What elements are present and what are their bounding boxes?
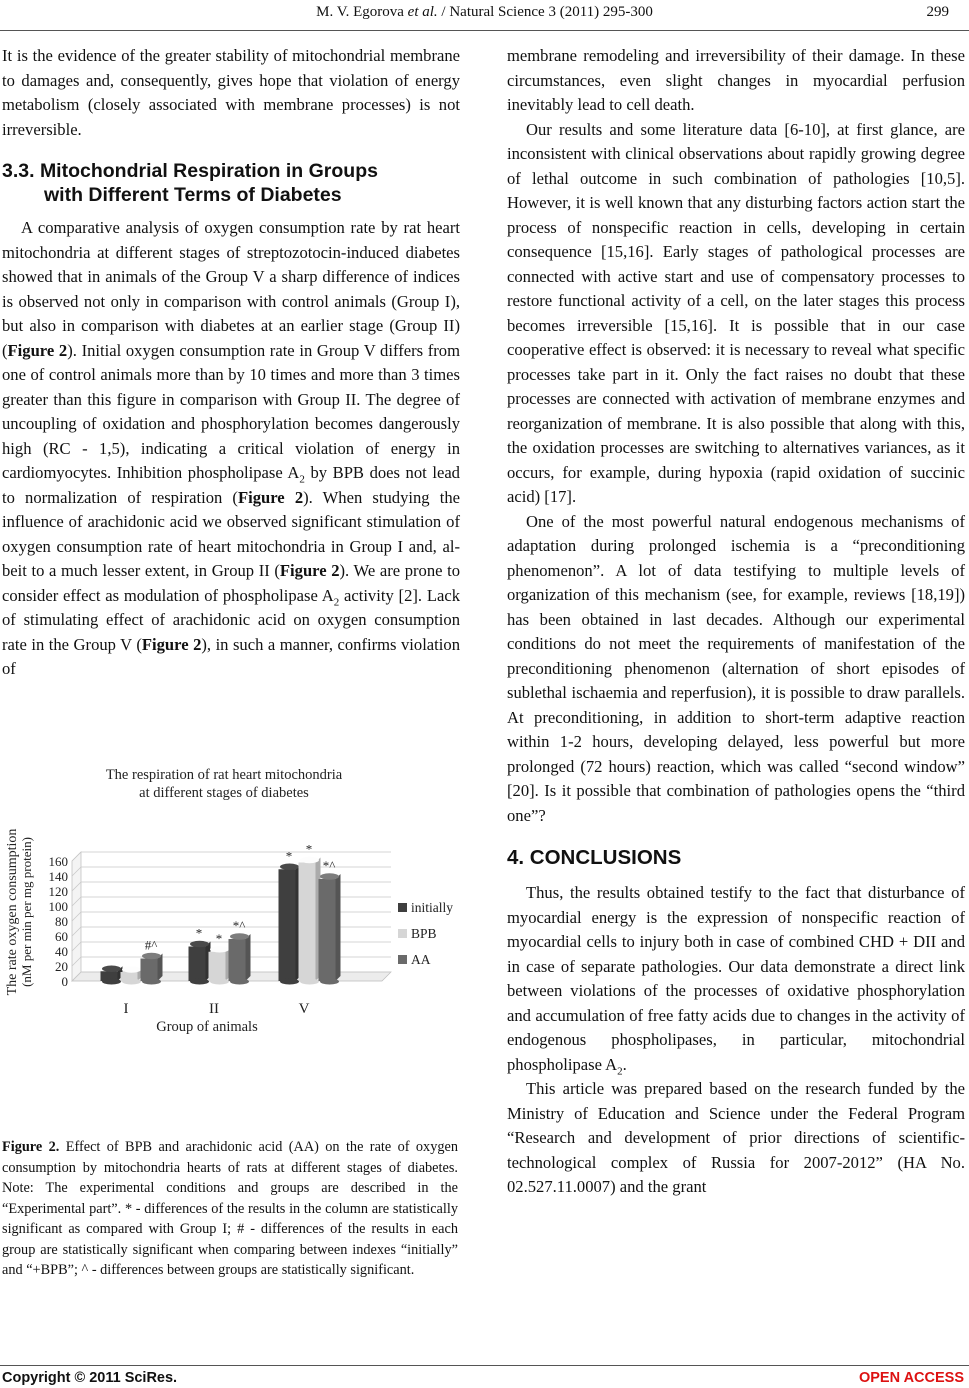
text-run: ). When studying the influence of arachidonic acid we observed significant stimulation of oxygen consumption rate of heart mitochondria in Group I and, albeit to a much lesser extent, in Group II ( [2, 487, 460, 580]
bar-front [189, 947, 206, 982]
section-heading-4: 4. CONCLUSIONS [507, 846, 682, 869]
bar-front [279, 869, 296, 981]
y-tick-label: 80 [55, 914, 68, 929]
significance-mark: *^ [232, 918, 246, 933]
figure-ref: Figure 2 [7, 340, 68, 360]
running-header [0, 4, 969, 21]
text-run: A comparative analysis of oxygen consumption rate by rat heart mitochondria at different stages of streptozotocin-induced diabetes showed that in animals of the Group V a sharp difference of indices is observed not only in comparison with control animals (Group I), but also in comparison with diabetes at an earlier stage (Group II) ( [2, 218, 460, 360]
y-tick-label: 120 [48, 884, 68, 899]
copyright: Copyright © 2011 SciRes. [2, 1370, 178, 1386]
text-run: Thus, the results obtained testify to the fact that disturbance of myocardial energy is the expression of nonspecific reaction of myocardial cells to injury both in case of combined CHD + DII and in case of separate pathologies. Our data demonstrate a direct link between violations of the processes of oxidative phosphorylation and accumulation of free fatty acids due to changes in the activity of endogenous phospholipases, in particular, mitochondrial phospholipase A [507, 883, 965, 1074]
text-run: ). Initial oxygen consumption rate in Group V differs from one of control animals more than by 10 times and more than 3 times greater than this figure in comparison with Group II. The degree of uncoupling of oxidation and phosphorylation becomes dangerously high (RC - 1,5), indicating a critical violation of energy in cardiomyocytes. Inhibition phospholipase A [2, 340, 460, 482]
bar-bottom [122, 979, 141, 985]
legend-label: AA [411, 952, 431, 967]
y-tick-label: 140 [48, 869, 68, 884]
bar-aa-ii [229, 933, 251, 984]
paragraph: membrane remodeling and irreversibility of their damage. In these circumstances, even slight changes in myocardial perfusion inevitably lead to cell death. [507, 46, 965, 114]
text-run: . [622, 1054, 627, 1074]
significance-mark: #^ [144, 937, 158, 953]
significance-mark: * [285, 848, 293, 864]
subscript: 2 [617, 1064, 623, 1077]
paragraph: One of the most powerful natural endogenous mechanisms of adaptation during prolonged ischemia is a “preconditioning phenomenon”. A lot of data testifying to multiple levels of organization of this mechanism (see, for example, reviews [18,19]) has been obtained in last decades. Although our experimental conditions do not meet the requirements of manifestation of the preconditioning phenomenon (alternation of short episodes of sublethal ischaemia and reperfusion), it is possible to draw parallels. At preconditioning, in addition to short-term adaptive reaction within 1-2 hours, developing delayed, less powerful but more prolonged (72 hours) reaction, which was called “second window” [20]. Is it possible that combination of pathologies opens the “third one”? [507, 511, 965, 825]
y-tick-label: 60 [55, 929, 68, 944]
bar-side [246, 934, 251, 981]
bar-top [102, 966, 121, 972]
bar-top [190, 941, 209, 947]
paragraph: Our results and some literature data [6-10], at first glance, are inconsistent with clinical observations about rapidly growing degree of lethal outcome in such combination of pathologies [10,5]. However, it is well known that any disturbing factors action start the process of nonspecific reaction in cells, developing in certain consequence [15,16]. Early stages of pathological processes are connected with active start and use of compensatory processes to restore functional activity of a cell, on the later stages this process becomes irreversible [15,16]. It is possible that in our case cooperative effect is observed: it is necessary to reveal what specific processes take part in it. Only the fact raises no doubt that these processes are connected with activation of membrane enzymes and reorganization of membrane. It is also possible that along with this, the oxidation processes are switching to alternatives variances, as it occurs, for example, during hypoxia (rapid oxidation of succinic acid) [17]. [507, 119, 965, 506]
bar-top [300, 857, 319, 863]
bar-bpb-i [121, 966, 143, 984]
bar-bottom [280, 979, 299, 985]
bar-top [280, 864, 299, 870]
x-tick-label: II [209, 1001, 219, 1017]
chart-title-line-2: at different stages of diabetes [139, 785, 309, 801]
legend-swatch [398, 955, 407, 964]
bar-initially-i [101, 966, 123, 985]
significance-mark: * [305, 841, 313, 857]
bar-front [299, 863, 316, 982]
y-axis-label [5, 829, 34, 996]
significance-mark: * [195, 925, 203, 941]
header-divider [0, 30, 969, 31]
paragraph: It is the evidence of the greater stability of mitochondrial membrane to damages and, consequently, gives hope that violation of energy metabolism (closely associated with membrane processes) is not irreversible. [2, 46, 460, 139]
bar-aa-i [141, 953, 163, 985]
bar-top [230, 933, 249, 939]
bar-front [141, 959, 158, 982]
y-axis-label-line-2: (nM per min per mg protein) [19, 837, 34, 987]
x-axis-label: Group of animals [156, 1019, 258, 1035]
footer-divider [0, 1365, 969, 1366]
text-run: ), in such a manner, confirms violation of [2, 634, 460, 678]
chart-title-line-1: The respiration of rat heart mitochondria [105, 767, 343, 783]
paragraph: This article was prepared based on the research funded by the Ministry of Education and Science under the Federal Program “Research and development of prior directions of scientific-technological complex of Russia for 2007-2012” (HA No. 02.527.11.0007) and the grant [507, 1079, 965, 1196]
bar-front [319, 879, 336, 981]
heading-line: with Different Terms of Diabetes [44, 184, 342, 206]
right-column [507, 44, 965, 1200]
header-et-al: et al. [407, 4, 438, 20]
x-tick-label: V [298, 1001, 310, 1017]
bar-top [210, 946, 229, 952]
bar-side [336, 874, 341, 981]
header-journal: / Natural Science 3 (2011) 295-300 [437, 4, 653, 20]
left-column [2, 44, 460, 682]
y-tick-label: 20 [55, 959, 68, 974]
bar-initially-v [279, 864, 301, 985]
figure-ref: Figure 2 [141, 634, 202, 654]
text-run: activity [2]. Lack of stimulating effect of arachidonic acid on oxygen consumption rate in the Group V ( [2, 585, 460, 654]
figure-ref: Figure 2 [279, 561, 340, 580]
bar-bottom [320, 979, 339, 985]
bar-bpb-v [299, 857, 321, 985]
y-tick-label: 160 [48, 854, 68, 869]
bar-front [229, 939, 246, 981]
bar-front [209, 952, 226, 981]
page-number: 299 [926, 4, 949, 20]
bar-bottom [142, 979, 161, 985]
x-tick-label: I [123, 1001, 129, 1017]
heading-line: 3.3. Mitochondrial Respiration in Groups [2, 160, 378, 182]
legend-label: BPB [411, 926, 437, 941]
legend-swatch [398, 903, 407, 912]
bar-bottom [210, 979, 229, 985]
figure-2-chart [2, 758, 457, 1035]
paragraph [2, 216, 460, 682]
bar-bottom [300, 979, 319, 985]
legend-swatch [398, 929, 407, 938]
header-authors: M. V. Egorova [316, 4, 408, 20]
y-tick-label: 100 [48, 899, 68, 914]
text-run: ). We are prone to consider effect as modulation of phospholipase A [2, 561, 460, 605]
caption-label: Figure 2. [2, 1139, 60, 1155]
bar-bottom [230, 979, 249, 985]
bar-initially-ii [189, 941, 211, 985]
text-run: by BPB does not lead to normalization of respiration ( [2, 463, 460, 507]
y-axis-label-line-1: The rate oxygen consumption [5, 828, 20, 996]
significance-mark: * [215, 930, 223, 946]
y-tick-label: 0 [61, 974, 68, 989]
paragraph [507, 881, 965, 1077]
figure-caption [2, 1137, 458, 1281]
bar-bottom [190, 979, 209, 985]
section-heading-3-3 [2, 159, 460, 207]
subscript: 2 [299, 473, 305, 486]
bar-bottom [102, 979, 121, 985]
figure-ref: Figure 2 [237, 487, 304, 507]
bar-top [142, 953, 161, 959]
open-access-label: OPEN ACCESS [858, 1370, 964, 1386]
legend-label: initially [411, 900, 453, 915]
subscript: 2 [333, 595, 340, 608]
significance-mark: *^ [322, 858, 336, 873]
bar-top [320, 873, 339, 879]
y-tick-label: 40 [55, 944, 68, 959]
bar-bpb-ii [209, 946, 231, 984]
bar-top [122, 966, 141, 972]
bar-aa-v [319, 873, 341, 984]
caption-text: Effect of BPB and arachidonic acid (AA) on the rate of oxygen consumption by mitochondria hearts of rats at different stages of diabetes. Note: The experimental conditions and groups are described in the “Experimental part”. * - differences of the results in the column are statistically significant as compared with Group I; # - differences of the results in each group are statistically significant when comparing between indexes “initially” and “+BPB”; ^ - differences between groups are statistically significant. [2, 1139, 458, 1278]
